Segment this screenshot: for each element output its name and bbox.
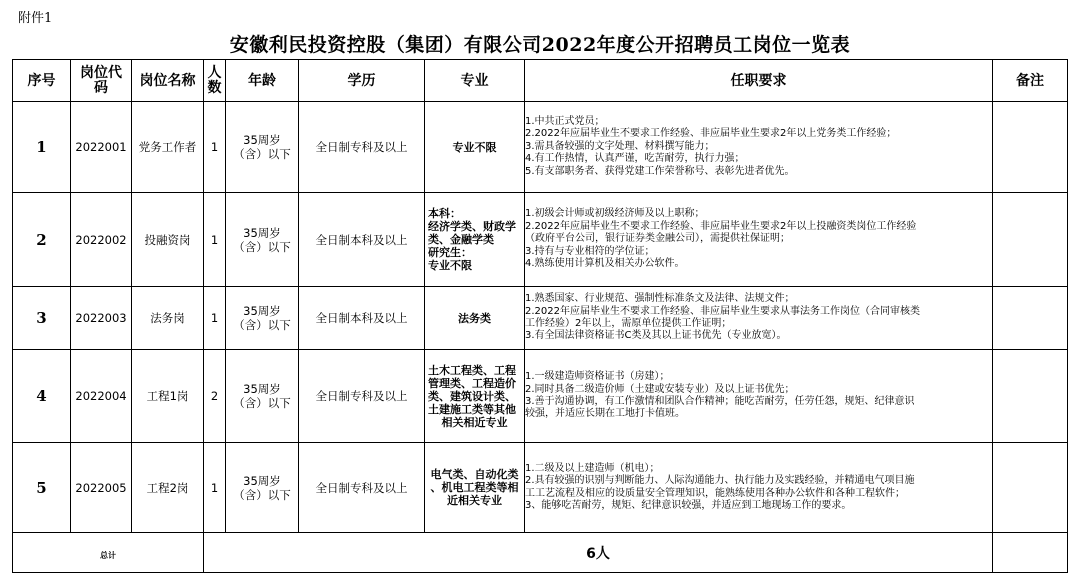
row-count: 1 [204, 287, 226, 350]
row-requirements: 1.中共正式党员； 2.2022年应届毕业生不要求工作经验、非应届毕业生要求2年以上党务类工作经验； 3.需具备较强的文字处理、材料撰写能力； 4.有工作热情，认真严谨，吃苦耐劳，执行力强； 5.有支部职务者、获得党建工作荣誉称号、表彰先进者优先。 [525, 102, 993, 193]
row-age: 35周岁 （含）以下 [226, 102, 299, 193]
row-requirements: 1.熟悉国家、行业规范、强制性标准条文及法律、法规文件； 2.2022年应届毕业生不要求工作经验、非应届毕业生要求从事法务工作岗位（合同审核类 工作经验）2年以上，需原单位提供工作证明； 3.有全国法律资格证书C类及其以上证书优先（专业放宽）。 [525, 287, 993, 350]
table-row [13, 193, 1068, 287]
attachment-label: 附件1 [18, 11, 53, 26]
row-count: 2 [204, 350, 226, 443]
header-row [13, 60, 1068, 102]
row-education: 全日制本科及以上 [299, 193, 425, 287]
row-major: 土木工程类、工程 管理类、工程造价 类、建筑设计类、 土建施工类等其他 相关相近专业 [425, 350, 525, 443]
row-age: 35周岁 （含）以下 [226, 350, 299, 443]
row-count: 1 [204, 102, 226, 193]
total-notes [993, 533, 1068, 573]
total-label: 总计 [13, 533, 204, 573]
row-notes [993, 443, 1068, 533]
header-position: 岗位名称 [132, 60, 204, 102]
header-major: 专业 [425, 60, 525, 102]
row-notes [993, 102, 1068, 193]
table-row [13, 287, 1068, 350]
document-title: 安徽利民投资控股（集团）有限公司2022年度公开招聘员工岗位一览表 [229, 34, 851, 56]
row-notes [993, 287, 1068, 350]
row-requirements: 1.一级建造师资格证书（房建）； 2.同时具备二级造价师（土建或安装专业）及以上证书优先； 3.善于沟通协调，有工作激情和团队合作精神；能吃苦耐劳，任劳任怨，规矩、纪律意识 较强，并适应长期在工地打卡值班。 [525, 350, 993, 443]
row-education: 全日制专科及以上 [299, 443, 425, 533]
row-code: 2022003 [71, 287, 132, 350]
total-row [13, 533, 1068, 573]
row-position: 法务岗 [132, 287, 204, 350]
table-row [13, 350, 1068, 443]
header-notes: 备注 [993, 60, 1068, 102]
row-age: 35周岁 （含）以下 [226, 443, 299, 533]
header-requirements: 任职要求 [525, 60, 993, 102]
row-no: 3 [13, 287, 71, 350]
total-value: 6人 [204, 533, 993, 573]
row-code: 2022005 [71, 443, 132, 533]
row-position: 工程2岗 [132, 443, 204, 533]
row-age: 35周岁 （含）以下 [226, 193, 299, 287]
row-no: 5 [13, 443, 71, 533]
row-code: 2022001 [71, 102, 132, 193]
row-requirements: 1.初级会计师或初级经济师及以上职称； 2.2022年应届毕业生不要求工作经验、非应届毕业生要求2年以上投融资类岗位工作经验 （政府平台公司，银行证券类金融公司），需提供社保证明； 3.持有与专业相符的学位证； 4.熟练使用计算机及相关办公软件。 [525, 193, 993, 287]
row-education: 全日制本科及以上 [299, 287, 425, 350]
row-no: 4 [13, 350, 71, 443]
header-education: 学历 [299, 60, 425, 102]
row-major: 专业不限 [425, 102, 525, 193]
row-position: 工程1岗 [132, 350, 204, 443]
row-position: 党务工作者 [132, 102, 204, 193]
row-position: 投融资岗 [132, 193, 204, 287]
row-count: 1 [204, 443, 226, 533]
header-code: 岗位代 码 [71, 60, 132, 102]
row-requirements: 1.二级及以上建造师（机电）； 2.具有较强的识别与判断能力、人际沟通能力、执行能力及实践经验，并精通电气项目施 工工艺流程及相应的设质量安全管理知识，能熟练使用各种办公软件和各种工程软件； 3、能够吃苦耐劳，规矩、纪律意识较强，并适应到工地现场工作的要求。 [525, 443, 993, 533]
row-education: 全日制专科及以上 [299, 102, 425, 193]
header-no: 序号 [13, 60, 71, 102]
row-major: 本科： 经济学类、财政学 类、金融学类 研究生： 专业不限 [425, 193, 525, 287]
table-row [13, 443, 1068, 533]
row-notes [993, 193, 1068, 287]
row-education: 全日制专科及以上 [299, 350, 425, 443]
row-major: 法务类 [425, 287, 525, 350]
row-age: 35周岁 （含）以下 [226, 287, 299, 350]
header-count: 人 数 [204, 60, 226, 102]
row-code: 2022004 [71, 350, 132, 443]
row-no: 2 [13, 193, 71, 287]
row-no: 1 [13, 102, 71, 193]
header-age: 年龄 [226, 60, 299, 102]
row-code: 2022002 [71, 193, 132, 287]
row-major: 电气类、自动化类 、机电工程类等相 近相关专业 [425, 443, 525, 533]
job-positions-table [12, 59, 1068, 573]
table-row [13, 102, 1068, 193]
row-count: 1 [204, 193, 226, 287]
row-notes [993, 350, 1068, 443]
